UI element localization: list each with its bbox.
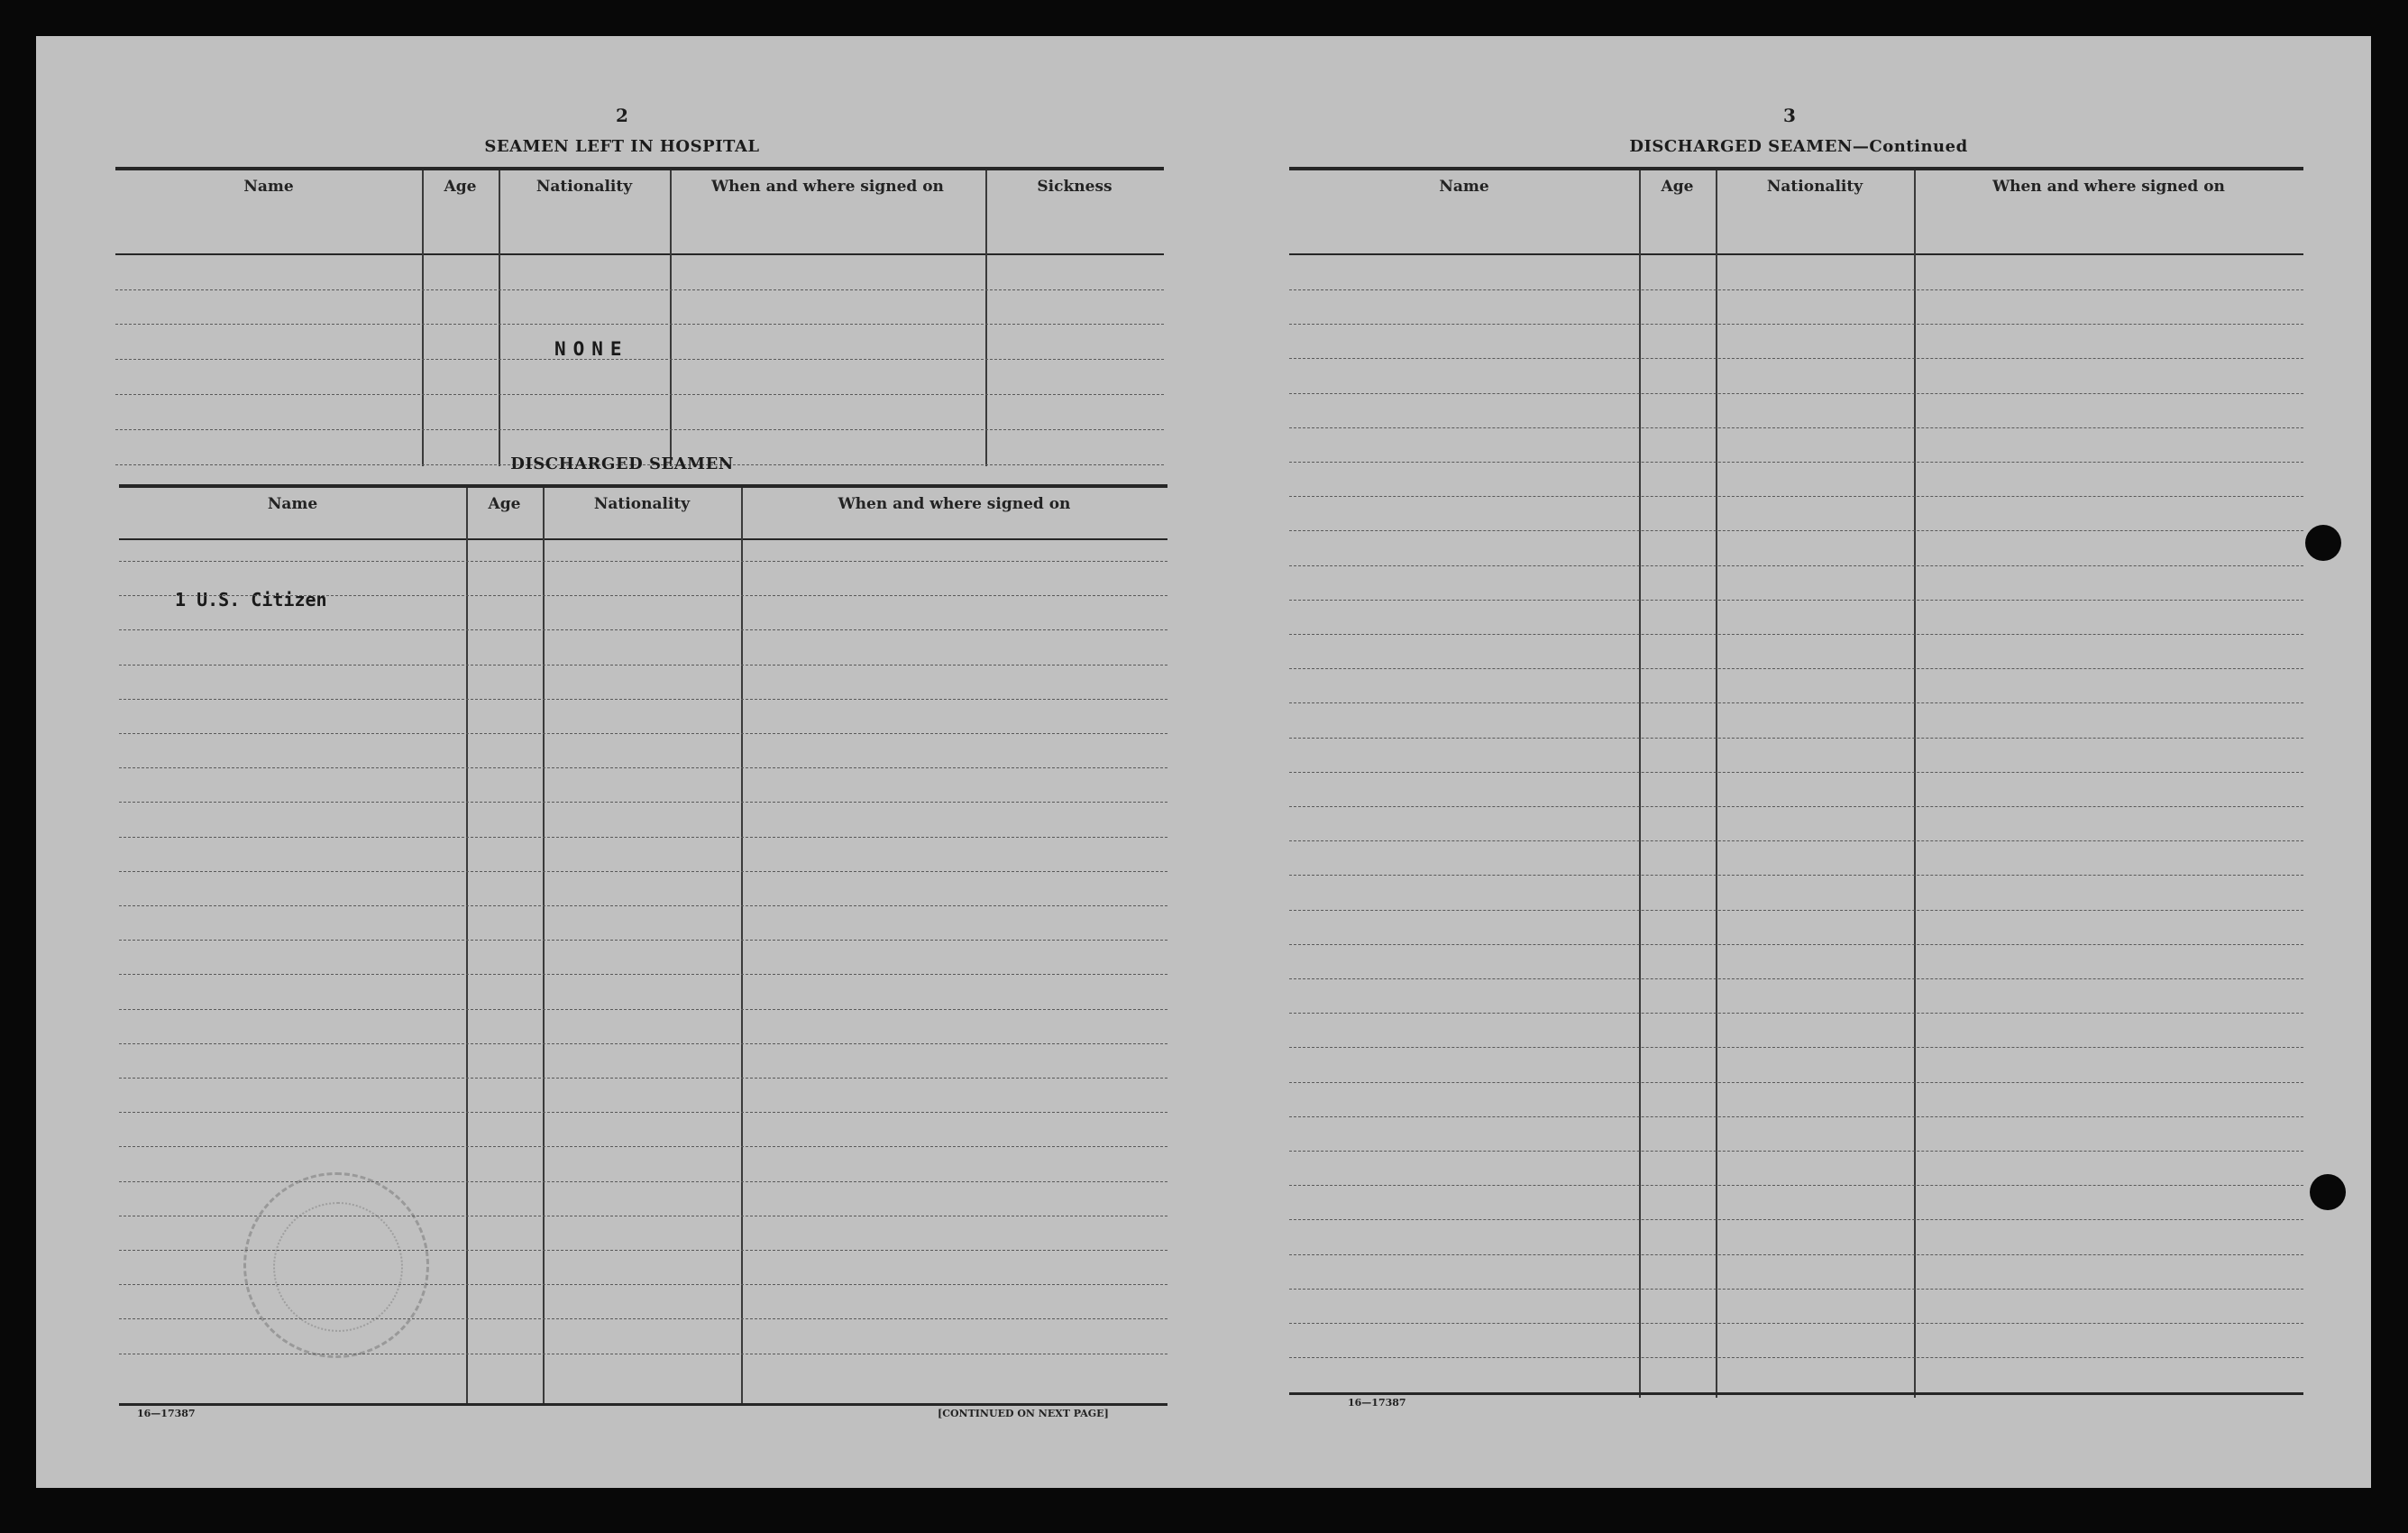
column-divider: [1716, 170, 1717, 1398]
row-line: [1289, 530, 2303, 531]
col-header-signed-on: When and where signed on: [711, 178, 944, 196]
row-line: [1289, 324, 2303, 325]
right-page: [1204, 36, 2371, 1488]
row-line: [119, 871, 1167, 872]
col-header-name: Name: [243, 178, 294, 196]
form-number: 16—17387: [1348, 1397, 1406, 1409]
header-bottom-rule: [119, 538, 1167, 540]
col-header-nationality: Nationality: [536, 178, 633, 196]
row-line: [1289, 910, 2303, 911]
col-header-sickness: Sickness: [1037, 178, 1112, 196]
row-line: [119, 1112, 1167, 1113]
hospital-entry-none: NONE: [554, 338, 629, 360]
column-divider: [985, 170, 987, 466]
row-line: [1289, 1082, 2303, 1083]
row-line: [1289, 944, 2303, 945]
row-line: [119, 837, 1167, 838]
row-line: [1289, 600, 2303, 601]
row-line: [119, 629, 1167, 630]
row-line: [1289, 393, 2303, 394]
row-line: [1289, 1185, 2303, 1186]
discharged-continued-table: [1289, 167, 2303, 1398]
row-line: [119, 665, 1167, 666]
punch-hole: [2310, 1174, 2346, 1210]
row-line: [119, 905, 1167, 906]
row-line: [1289, 634, 2303, 635]
discharged-section-title: DISCHARGED SEAMEN: [510, 454, 734, 473]
table-top-rule: [1289, 167, 2303, 170]
row-line: [119, 699, 1167, 700]
row-line: [119, 1009, 1167, 1010]
continued-note: [CONTINUED ON NEXT PAGE]: [938, 1408, 1109, 1419]
column-divider: [741, 488, 743, 1403]
title-suffix: —Continued: [1852, 137, 1968, 156]
title-text: DISCHARGED SEAMEN: [1629, 137, 1853, 156]
table-bottom-rule: [1289, 1392, 2303, 1395]
page-number: 3: [1783, 105, 1796, 126]
row-line: [119, 940, 1167, 941]
hospital-table: [115, 167, 1164, 466]
column-divider: [670, 170, 672, 466]
col-header-signed-on: When and where signed on: [1992, 178, 2225, 196]
row-line: [1289, 806, 2303, 807]
row-line: [115, 289, 1164, 290]
row-line: [1289, 738, 2303, 739]
row-line: [1289, 565, 2303, 566]
row-line: [1289, 702, 2303, 703]
row-line: [1289, 668, 2303, 669]
row-line: [1289, 978, 2303, 979]
row-line: [115, 324, 1164, 325]
scanned-form: [36, 36, 2371, 1488]
row-line: [119, 1078, 1167, 1079]
row-line: [1289, 1289, 2303, 1290]
col-header-nationality: Nationality: [593, 495, 691, 513]
table-bottom-rule: [119, 1403, 1167, 1406]
arrived-stamp: [243, 1172, 429, 1358]
column-divider: [466, 488, 468, 1403]
row-line: [119, 561, 1167, 562]
row-line: [1289, 772, 2303, 773]
col-header-name: Name: [267, 495, 318, 513]
row-line: [115, 359, 1164, 360]
col-header-age: Age: [444, 178, 477, 196]
column-divider: [422, 170, 424, 466]
form-number: 16—17387: [137, 1408, 196, 1419]
row-line: [115, 429, 1164, 430]
row-line: [1289, 1323, 2303, 1324]
row-line: [119, 767, 1167, 768]
row-line: [119, 595, 1167, 596]
col-header-signed-on: When and where signed on: [838, 495, 1071, 513]
table-top-rule: [115, 167, 1164, 170]
row-line: [1289, 289, 2303, 290]
col-header-name: Name: [1439, 178, 1489, 196]
row-line: [119, 1043, 1167, 1044]
row-line: [1289, 1254, 2303, 1255]
row-line: [119, 733, 1167, 734]
hospital-section-title: SEAMEN LEFT IN HOSPITAL: [484, 137, 760, 156]
row-line: [1289, 1357, 2303, 1358]
discharged-entry: 1 U.S. Citizen: [175, 589, 327, 610]
row-line: [119, 1146, 1167, 1147]
col-header-age: Age: [1661, 178, 1694, 196]
row-line: [1289, 496, 2303, 497]
table-top-rule: [119, 484, 1167, 488]
punch-hole: [2305, 525, 2341, 561]
column-divider: [499, 170, 500, 466]
left-page: [36, 36, 1204, 1488]
row-line: [1289, 875, 2303, 876]
row-line: [1289, 358, 2303, 359]
row-line: [1289, 1151, 2303, 1152]
discharged-continued-title: [1564, 137, 2033, 156]
row-line: [1289, 840, 2303, 841]
header-bottom-rule: [1289, 253, 2303, 255]
header-bottom-rule: [115, 253, 1164, 255]
row-line: [119, 1181, 1167, 1182]
column-divider: [1914, 170, 1916, 1398]
col-header-nationality: Nationality: [1766, 178, 1863, 196]
column-divider: [1639, 170, 1641, 1398]
row-line: [1289, 1047, 2303, 1048]
row-line: [1289, 1219, 2303, 1220]
row-line: [119, 974, 1167, 975]
row-line: [119, 802, 1167, 803]
row-line: [1289, 462, 2303, 463]
row-line: [115, 394, 1164, 395]
col-header-age: Age: [488, 495, 521, 513]
column-divider: [543, 488, 545, 1403]
page-number: 2: [616, 105, 628, 126]
row-line: [1289, 427, 2303, 428]
row-line: [1289, 1116, 2303, 1117]
row-line: [1289, 1013, 2303, 1014]
